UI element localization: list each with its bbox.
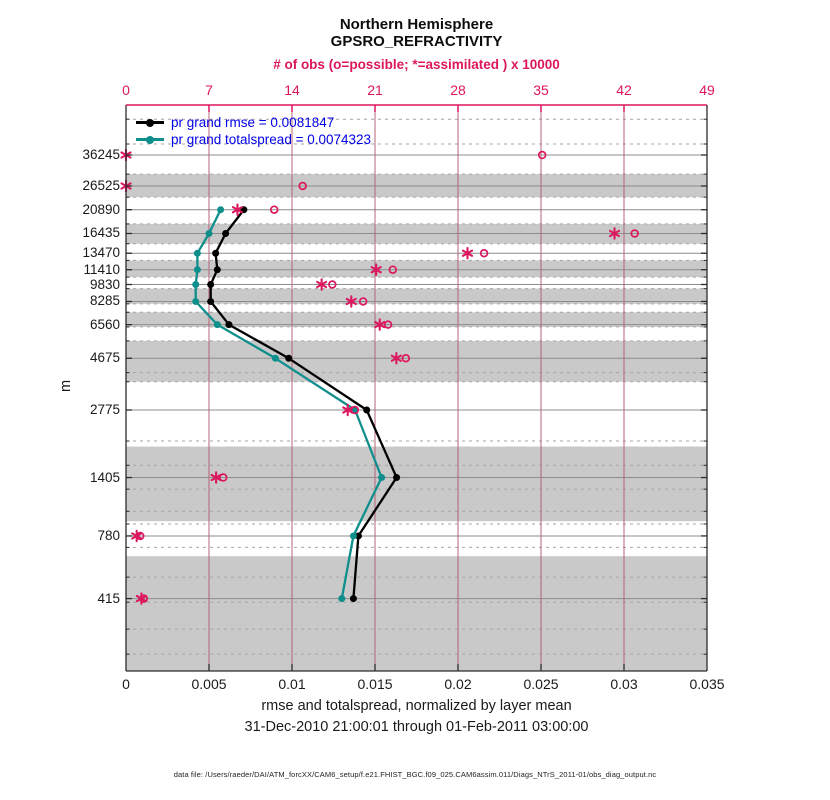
top-axis-tick-label: 42: [616, 82, 632, 98]
y-axis-tick-label: 2775: [89, 402, 120, 417]
bottom-axis-tick-label: 0.005: [191, 676, 227, 692]
y-axis-tick-label: 415: [97, 590, 120, 606]
legend-label-totalspread: pr grand totalspread = 0.0074323: [171, 132, 372, 147]
y-axis-tick-label: 36245: [82, 147, 120, 163]
top-axis-tick-label: 14: [284, 82, 300, 98]
bottom-axis-tick-label: 0: [122, 676, 130, 692]
figure-subtitle: GPSRO_REFRACTIVITY: [330, 33, 503, 50]
top-axis-tick-label: 7: [205, 82, 213, 98]
bottom-axis-tick-label: 0.035: [689, 676, 725, 692]
y-axis-tick-label: 20890: [82, 201, 120, 217]
gray-layer-bands: [126, 174, 707, 671]
legend-label-rmse: pr grand rmse = 0.0081847: [171, 115, 335, 130]
data-file-path: data file: /Users/raeder/DAI/ATM_forcXX/CAM6_setup/f.e21.FHIST_BGC.f09_025.CAM6assim.011/Diags_NTrS_2011-01/obs_diag_output.nc: [173, 770, 657, 779]
y-axis-tick-label: 26525: [82, 177, 120, 193]
top-axis-label: # of obs (o=possible; *=assimilated ) x 10000: [273, 57, 560, 72]
y-axis-tick-label: 13470: [82, 245, 120, 261]
top-axis-tick-label: 35: [533, 82, 549, 98]
y-axis-tick-label: 8285: [89, 293, 120, 309]
top-axis-tick-label: 28: [450, 82, 466, 98]
y-axis-tick-label: 9830: [89, 276, 120, 292]
time-range-label: 31-Dec-2010 21:00:01 through 01-Feb-2011 03:00:00: [244, 719, 589, 735]
bottom-axis-tick-label: 0.03: [610, 676, 638, 692]
y-axis-tick-label: 6560: [89, 316, 120, 332]
totalspread-line-swatch-icon: [136, 138, 164, 141]
legend-item-rmse: [136, 114, 436, 131]
y-axis-tick-label: 4675: [89, 350, 120, 366]
bottom-axis-tick-label: 0.025: [523, 676, 559, 692]
top-axis-tick-label: 21: [367, 82, 383, 98]
y-axis-tick-label: 780: [97, 527, 120, 543]
figure-title: Northern Hemisphere: [339, 16, 494, 33]
y-axis-tick-label: 16435: [82, 225, 120, 241]
y-axis-tick-label: 1405: [89, 469, 120, 485]
y-axis-tick-label: 11410: [83, 261, 120, 277]
legend: [136, 114, 436, 148]
bottom-axis-tick-label: 0.01: [278, 676, 306, 692]
top-axis-tick-label: 49: [699, 82, 715, 98]
x-axis-label: rmse and totalspread, normalized by layer mean: [261, 698, 572, 714]
bottom-axis-tick-label: 0.015: [357, 676, 393, 692]
rmse-line-swatch-icon: [136, 121, 164, 124]
bottom-axis-tick-label: 0.02: [444, 676, 472, 692]
legend-item-totalspread: [136, 131, 436, 148]
top-axis-tick-label: 0: [122, 82, 130, 98]
profile-plot: [126, 105, 707, 671]
y-axis-label: m: [58, 379, 74, 393]
